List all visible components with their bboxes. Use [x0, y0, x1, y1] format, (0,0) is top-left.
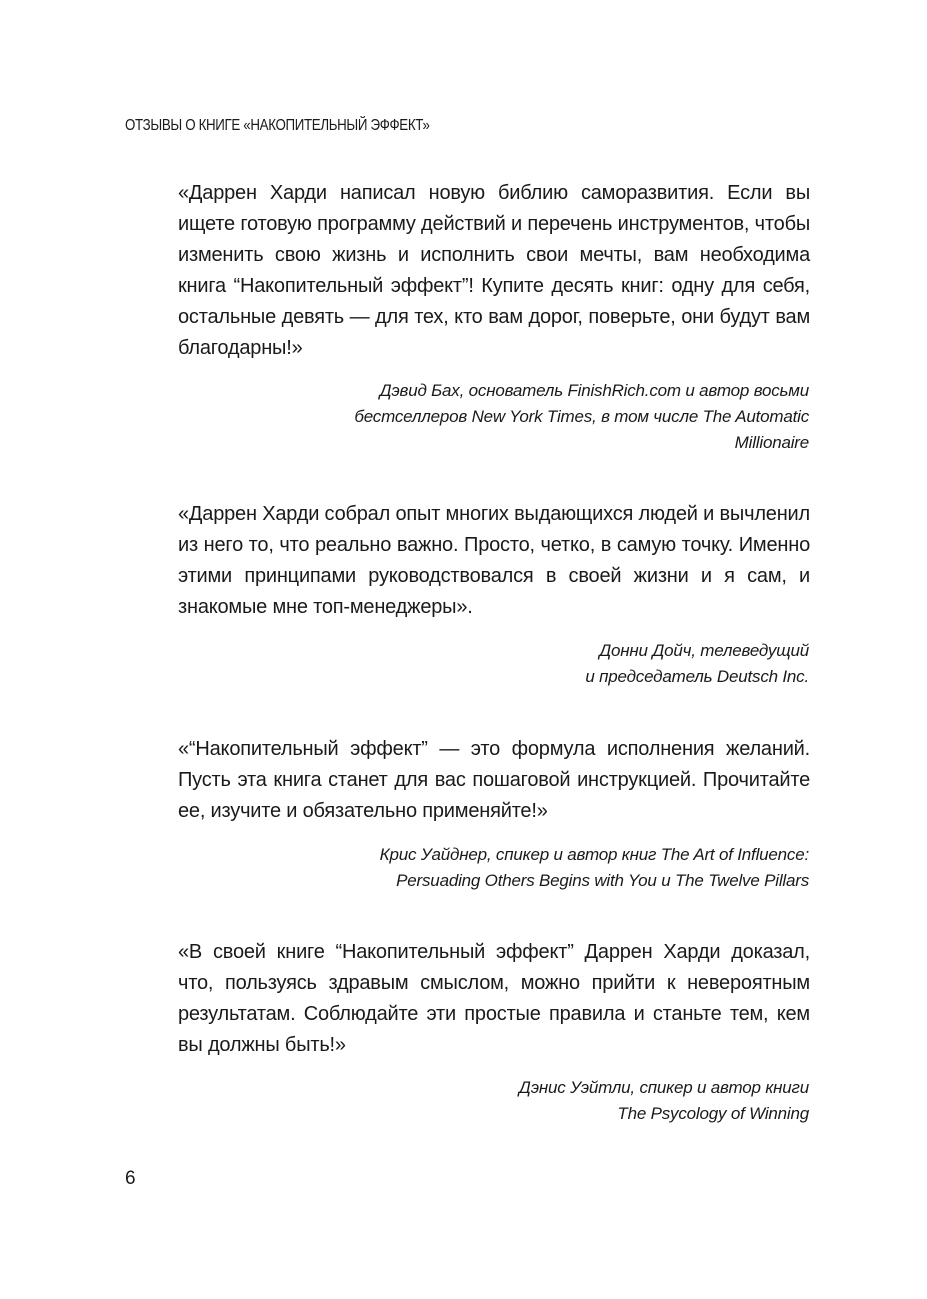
attribution-line: Донни Дойч, телеведущий: [599, 641, 809, 660]
running-title: ОТЗЫВЫ О КНИГЕ «НАКОПИТЕЛЬНЫЙ ЭФФЕКТ»: [125, 117, 430, 134]
review-quote-4: «В своей книге “Накопительный эффект” Даррен Харди доказал, что, пользуясь здравым смыслом, можно прийти к невероятным результатам. Соблюдайте эти простые правила и станьте тем, кем вы должны быть!»: [178, 941, 810, 1056]
review-quote-2: «Даррен Харди собрал опыт многих выдающихся людей и вычленил из него то, что реально важно. Просто, четко, в самую точку. Именно этими принципами руководствовался в своей жизни и я сам, и знакомые мне топ-менеджеры».: [178, 503, 810, 618]
review-quote-1: «Даррен Харди написал новую библию саморазвития. Если вы ищете готовую программу действий и перечень инструментов, чтобы изменить свою жизнь и исполнить свои мечты, вам необходима книга “Накопительный эффект”! Купите десять книг: одну для себя, остальные девять — для тех, кто вам дорог, поверьте, они будут вам благодарны!»: [178, 182, 810, 359]
page-number: 6: [125, 1168, 136, 1189]
attribution-line: Дэвид Бах, основатель FinishRich.com и автор восьми: [379, 381, 809, 400]
attribution-line: Дэнис Уэйтли, спикер и автор книги: [518, 1078, 809, 1097]
review-attribution-3: [249, 842, 809, 894]
attribution-line: The Psycology of Winning: [617, 1104, 809, 1123]
attribution-line: Millionaire: [734, 433, 809, 452]
review-quote-3: «“Накопительный эффект” — это формула исполнения желаний. Пусть эта книга станет для вас пошаговой инструкцией. Прочитайте ее, изучите и обязательно применяйте!»: [178, 738, 810, 822]
review-attribution-4: [249, 1075, 809, 1127]
attribution-line: и председатель Deutsch Inc.: [585, 667, 809, 686]
review-attribution-2: [249, 638, 809, 690]
attribution-line: Persuading Others Begins with You и The Twelve Pillars: [396, 871, 809, 890]
attribution-line: Крис Уайднер, спикер и автор книг The Art of Influence:: [379, 845, 809, 864]
attribution-line: бестселлеров New York Times, в том числе The Automatic: [354, 407, 809, 426]
review-attribution-1: [249, 378, 809, 456]
